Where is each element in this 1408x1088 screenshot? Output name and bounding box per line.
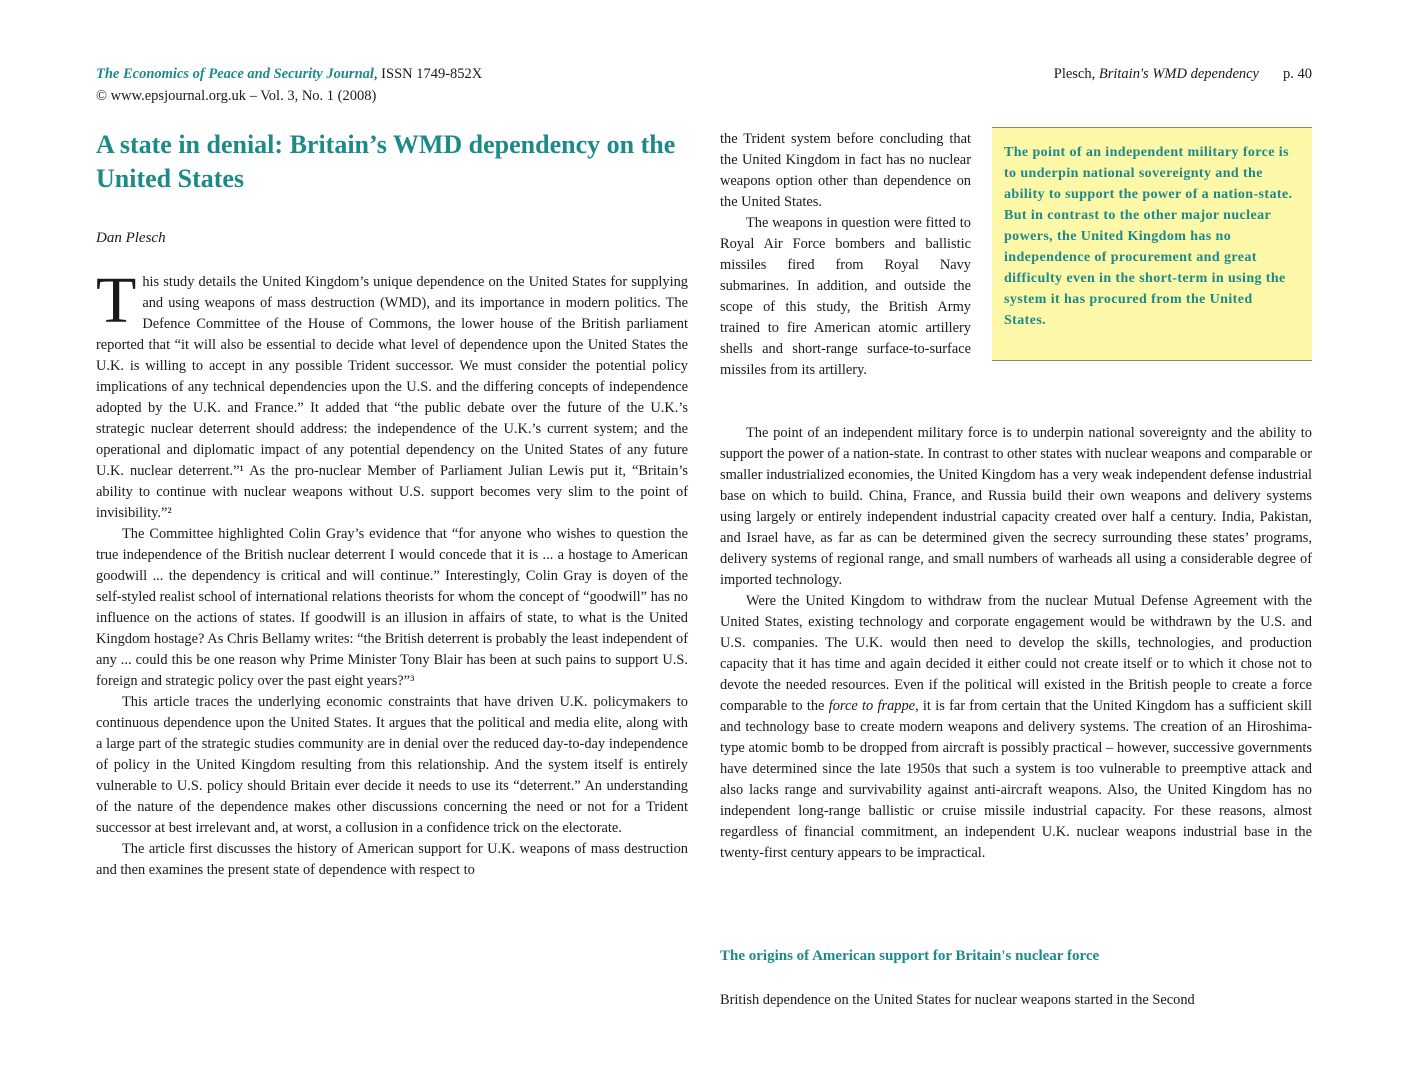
middle-column (720, 129, 971, 381)
article-author: Dan Plesch (96, 230, 166, 246)
body-paragraph (720, 591, 1312, 864)
intro-paragraph (96, 264, 688, 524)
section-heading: The origins of American support for Britain's nuclear force (720, 948, 1100, 964)
article-title: A state in denial: Britain’s WMD dependency on the United States (96, 130, 676, 193)
pull-quote-text: The point of an independent military force is to underpin national sovereignty and the ability to support the power of a nation-state. But in contrast to the other major nuclear powers, the United Kingdom has no independence of procurement and great difficulty even in the short-term in using the system it has procured from the United States. (1004, 145, 1293, 328)
drop-cap: T (96, 264, 137, 337)
body-paragraph: The Committee highlighted Colin Gray’s evidence that “for anyone who wishes to question the true independence of the British nuclear deterrent I would concede that it is ... a hostage to American goodwill ... the dependency is critical and will continue.” Interestingly, Colin Gray is doyen of the self-styled realist school of international relations theorists for whom the concept of “goodwill” has no influence on the actions of states. If goodwill is an illusion in affairs of state, to what is the United Kingdom hostage? As Chris Bellamy writes: “the British deterrent is probably the least independent of any ... could this be one reason why Prime Minister Tony Blair has been at such pains to support U.S. foreign and strategic policy over the past eight years?”³ (96, 526, 688, 689)
intro-paragraph-text: his study details the United Kingdom’s unique dependence on the United States for supplying and using weapons of mass destruction (WMD), and its importance in modern politics. The Defence Committee of the House of Commons, the lower house of the British parliament reported that “it will also be essential to decide what level of dependence upon the United States the U.K. is willing to accept in any possible Trident successor. We must consider the potential policy implications of any technical dependencies upon the U.S. and the differing concepts of independence adopted by the U.K. and France.” It added that “the public debate over the future of the U.K.’s strategic nuclear deterrent should address: the independence of the U.K.’s current system; and the operational and diplomatic impact of any potential dependency on the United States of any future U.K. nuclear deterrent.”¹ As the pro-nuclear Member of Parliament Julian Lewis put it, “Britain’s ability to continue with nuclear weapons without U.S. support becomes very slim to the point of invisibility.”² (96, 274, 688, 521)
body-paragraph: This article traces the underlying economic constraints that have driven U.K. policymakers to continuous dependence upon the United States. It argues that the political and media elite, along with a large part of the strategic studies community are in denial over the reduced day-to-day independence of policy in the United Kingdom resulting from this relationship. And the system itself is entirely vulnerable to U.S. policy should Britain ever decide it needs to use its “deterrent.” An understanding of the nature of the dependence makes other discussions concerning the need or not for a Trident successor at best irrelevant and, at worst, a collusion in a confidence trick on the electorate. (96, 694, 688, 836)
body-paragraph: The weapons in question were fitted to Royal Air Force bombers and ballistic missiles fired from Royal Navy submarines. In addition, and outside the scope of this study, the British Army trained to fire American atomic artillery shells and short-range surface-to-surface missiles from its artillery. (720, 215, 971, 378)
body-paragraph: The point of an independent military force is to underpin national sovereignty and the ability to support the power of a nation-state. In contrast to other states with nuclear weapons and comparable or smaller industrialized economies, the United Kingdom has a very weak independent defense industrial base on which to build. China, France, and Russia build their own weapons and delivery systems using largely or entirely independent industrial capacity created over half a century. India, Pakistan, and Israel have, as far as can be determined given the secrecy surrounding these states’ programs, delivery systems of regional range, and small numbers of warheads all using a considerable degree of imported technology. (720, 425, 1312, 588)
body-paragraph-part: , it is far from certain that the United Kingdom has a sufficient skill and technology base to create modern weapons and delivery systems. The creation of an Hiroshima-type atomic bomb to be dropped from aircraft is possibly practical – however, successive governments have determined since the late 1950s that such a system is too vulnerable to preemptive attack and also lacks range and survivability against anti-aircraft weapons. Also, the United Kingdom has no independent long-range ballistic or cruise missile industrial capacity. For these reasons, almost regardless of financial commitment, an independent U.K. nuclear weapons industrial base in the twenty-first century appears to be impractical. (720, 698, 1312, 861)
journal-header (96, 66, 482, 83)
journal-title: The Economics of Peace and Security Journal (96, 66, 374, 82)
running-author: Plesch, (1053, 66, 1099, 82)
page-number: p. 40 (1283, 66, 1312, 82)
running-title: Britain's WMD dependency (1098, 66, 1259, 82)
section-paragraph-block (720, 990, 1312, 1011)
journal-site-volume: © www.epsjournal.org.uk – Vol. 3, No. 1 (2008) (96, 88, 377, 104)
running-header (960, 66, 1312, 83)
left-column (96, 264, 688, 881)
body-paragraph-part: Were the United Kingdom to withdraw from the nuclear Mutual Defense Agreement with the United States, existing technology and corporate engagement would be withdrawn by the U.S. and U.S. companies. The U.K. would then need to develop the skills, technologies, and production capacity that it has time and again decided it either could not create itself or to which it chose not to devote the needed resources. Even if the political will existed in the British people to create a force comparable to the (720, 593, 1312, 714)
journal-issn: , ISSN 1749-852X (373, 66, 483, 82)
pull-quote-box (992, 127, 1312, 361)
right-column (720, 423, 1312, 864)
body-paragraph: The article first discusses the history of American support for U.K. weapons of mass destruction and then examines the present state of dependence with respect to (96, 841, 688, 878)
body-paragraph: British dependence on the United States for nuclear weapons started in the Second (720, 992, 1195, 1008)
body-paragraph: the Trident system before concluding that the United Kingdom in fact has no nuclear weapons option other than dependence on the United States. (720, 131, 971, 210)
italic-term: force to frappe (828, 698, 916, 714)
